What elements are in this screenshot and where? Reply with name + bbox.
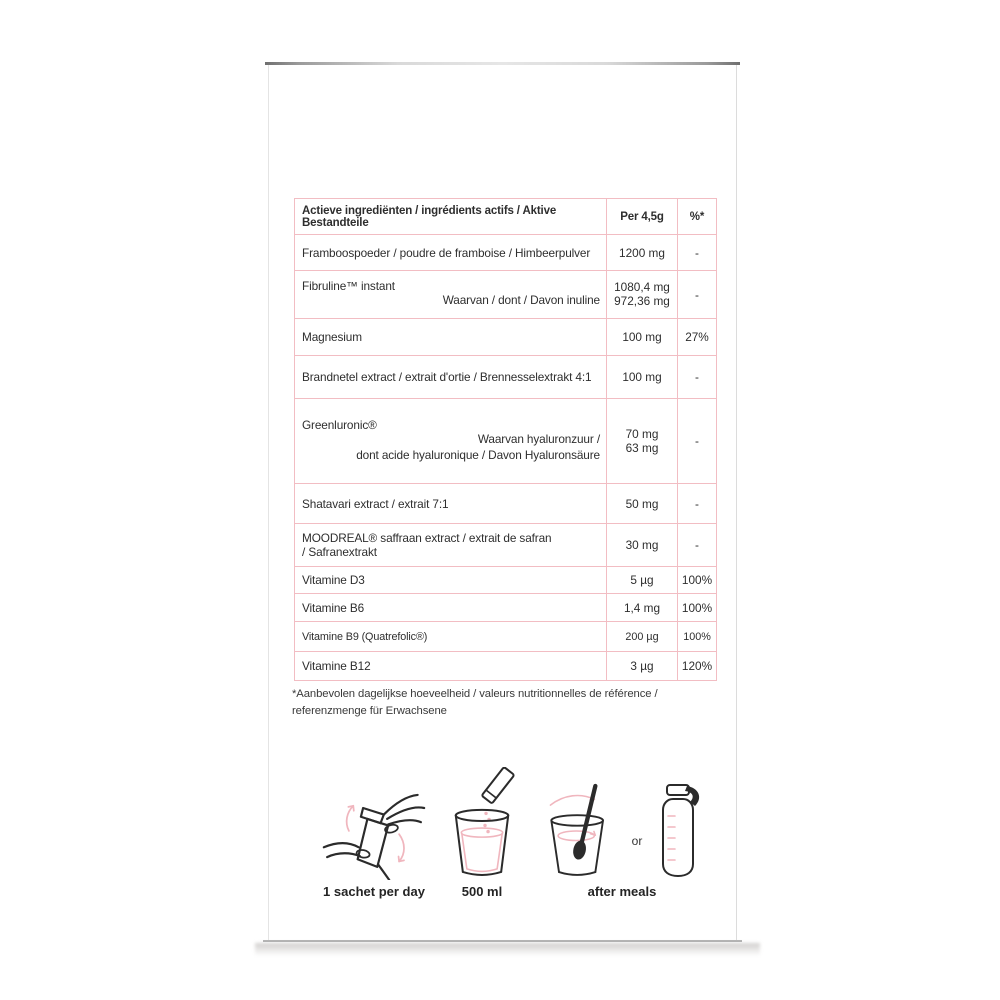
ingredient-rdi-cell: - — [678, 356, 717, 399]
table-row — [295, 319, 717, 356]
ingredient-amount-cell: 200 µg — [607, 622, 678, 652]
ingredient-amount-cell: 30 mg — [607, 524, 678, 567]
table-row — [295, 484, 717, 524]
ingredient-amount-cell: 1,4 mg — [607, 594, 678, 622]
ingredients-table-body — [295, 235, 717, 681]
usage-500ml — [437, 767, 527, 899]
table-row — [295, 235, 717, 271]
ingredient-rdi-cell: - — [678, 524, 717, 567]
ingredient-name-cell: MOODREAL® saffraan extract / extrait de safran / Safranextrakt — [295, 524, 607, 567]
ingredient-name-cell: Vitamine B9 (Quatrefolic®) — [295, 622, 607, 652]
usage-after-meals-icons — [537, 780, 708, 880]
footnote-line-1: *Aanbevolen dagelijkse hoeveelheid / valeurs nutritionnelles de référence / — [292, 688, 658, 700]
ingredient-name-cell: Fibruline™ instant Waarvan / dont / Davon inuline — [295, 271, 607, 319]
usage-sachet-per-day — [307, 767, 441, 899]
table-row — [295, 594, 717, 622]
ingredient-rdi-cell: 120% — [678, 652, 717, 681]
footnote-line-2: referenzmenge für Erwachsene — [292, 704, 447, 717]
ingredient-rdi-cell: - — [678, 235, 717, 271]
ingredient-rdi-cell: - — [678, 484, 717, 524]
table-row — [295, 399, 717, 484]
ingredient-name-cell: Framboospoeder / poudre de framboise / Himbeerpulver — [295, 235, 607, 271]
ingredient-amount-cell: 70 mg 63 mg — [607, 399, 678, 484]
ingredients-table — [294, 198, 717, 681]
ingredient-amount-cell: 1200 mg — [607, 235, 678, 271]
bottle-icon — [649, 780, 707, 880]
ingredient-name-cell: Vitamine D3 — [295, 567, 607, 594]
header-per-serving: Per 4,5g — [607, 199, 678, 235]
table-row — [295, 622, 717, 652]
table-row — [295, 652, 717, 681]
ingredient-name-cell: Vitamine B6 — [295, 594, 607, 622]
ingredient-rdi-cell: - — [678, 399, 717, 484]
box-drop-shadow — [255, 943, 760, 956]
ingredient-name-cell: Shatavari extract / extrait 7:1 — [295, 484, 607, 524]
table-header-row — [295, 199, 717, 235]
ingredient-rdi-cell: 100% — [678, 622, 717, 652]
ingredient-name-cell: Magnesium — [295, 319, 607, 356]
ingredient-amount-cell: 50 mg — [607, 484, 678, 524]
usage-instructions — [269, 767, 736, 902]
ingredient-amount-cell: 100 mg — [607, 356, 678, 399]
ingredient-rdi-cell: 100% — [678, 567, 717, 594]
ingredient-amount-cell: 3 µg — [607, 652, 678, 681]
ingredient-rdi-cell: - — [678, 271, 717, 319]
ingredient-rdi-cell: 27% — [678, 319, 717, 356]
ingredient-amount-cell: 100 mg — [607, 319, 678, 356]
ingredient-amount-cell: 5 µg — [607, 567, 678, 594]
usage-after-meals — [537, 767, 707, 899]
usage-meals-label: after meals — [587, 884, 657, 899]
ingredient-amount-cell: 1080,4 mg 972,36 mg — [607, 271, 678, 319]
usage-sachet-label: 1 sachet per day — [323, 884, 425, 899]
packaging-box — [268, 62, 737, 942]
glass-stir-icon — [537, 780, 625, 880]
sachet-tear-icon — [318, 784, 430, 880]
table-row — [295, 356, 717, 399]
table-row — [295, 271, 717, 319]
header-ingredients: Actieve ingrediënten / ingrédients actifs / Aktive Bestandteile — [295, 199, 607, 235]
ingredient-name-cell: Brandnetel extract / extrait d'ortie / Brennesselextrakt 4:1 — [295, 356, 607, 399]
footnote — [292, 686, 702, 720]
box-top-edge — [265, 62, 740, 65]
ingredient-name-cell: Vitamine B12 — [295, 652, 607, 681]
table-row — [295, 524, 717, 567]
or-label: or — [631, 834, 643, 848]
header-rdi-percent: %* — [678, 199, 717, 235]
box-bottom-edge — [263, 940, 742, 942]
ingredient-rdi-cell: 100% — [678, 594, 717, 622]
glass-pour-icon — [436, 767, 528, 880]
table-row — [295, 567, 717, 594]
usage-volume-label: 500 ml — [461, 884, 503, 899]
ingredient-name-cell: Greenluronic® Waarvan hyaluronzuur / dont acide hyaluronique / Davon Hyaluronsäure — [295, 399, 607, 484]
